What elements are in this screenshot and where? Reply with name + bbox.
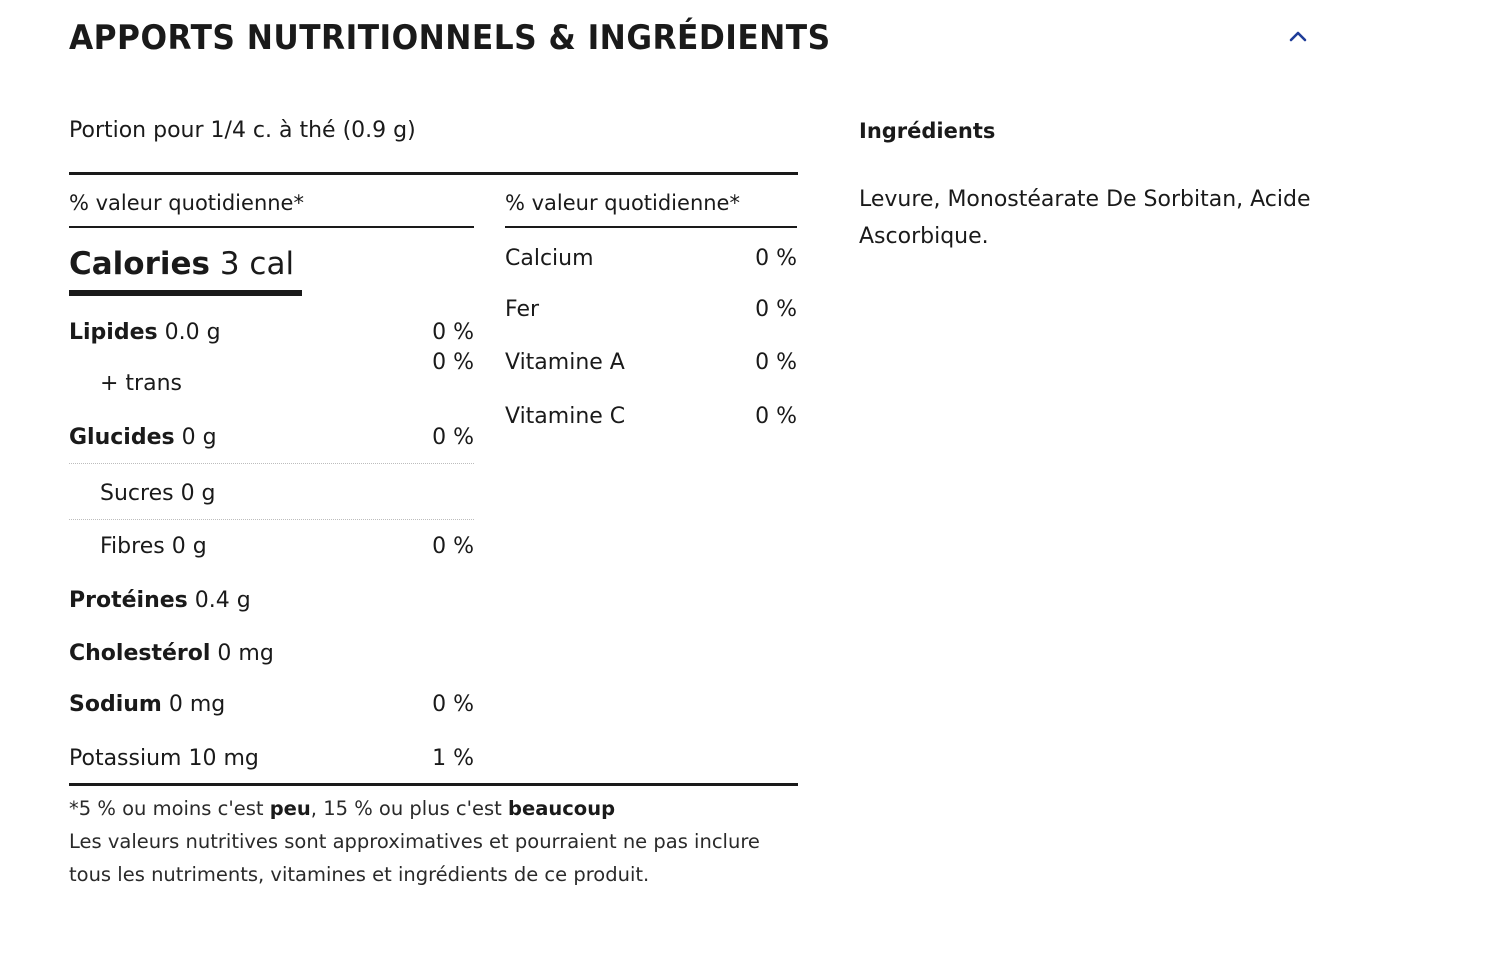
nutrient-row-lipides [69,318,474,348]
mineral-label: Calcium [505,246,594,271]
footnote-disclaimer: Les valeurs nutritives sont approximatives et pourraient ne pas inclure tous les nutriments, vitamines et ingrédients de ce produit. [69,830,760,886]
nutrient-label: Protéines [69,588,188,613]
ingredients-title: Ingrédients [859,119,996,143]
nutrient-label: Potassium [69,746,182,771]
table-bottom-rule [69,783,798,786]
nutrient-label: Sodium [69,692,162,717]
nutrient-amount: 0.0 g [164,320,221,345]
mineral-dv: 0 % [755,350,797,375]
nutrient-row-cholesterol [69,639,474,669]
footnote-scale [69,792,798,825]
footnote-prefix: *5 % ou moins c'est [69,797,270,820]
footnote [69,792,798,891]
collapse-toggle-button[interactable] [1284,22,1312,50]
nutrient-amount: 0 mg [168,692,226,717]
nutrient-dv: 0 % [432,425,474,450]
nutrient-dv: 1 % [432,746,474,771]
serving-size: Portion pour 1/4 c. à thé (0.9 g) [69,118,416,143]
footnote-middle: , 15 % ou plus c'est [310,797,509,820]
nutrient-row-fibres [69,532,474,562]
nutrient-amount: 0 mg [217,641,274,666]
nutrient-row-sodium [69,690,474,720]
mineral-label: Fer [505,297,540,322]
mineral-label: Vitamine A [505,350,625,375]
nutrient-label: + trans [100,371,182,396]
nutrient-amount: 0.4 g [194,588,251,613]
row-divider [69,463,474,464]
nutrient-label: Glucides [69,425,175,450]
nutrient-amount: 0 g [180,481,216,506]
nutrient-amount: 0 g [171,534,207,559]
nutrient-dv: 0 % [432,320,474,345]
ingredients-list: Levure, Monostéarate De Sorbitan, Acide Ascorbique. [859,187,1311,249]
calories-value: 3 cal [219,246,295,282]
daily-value-header: % valeur quotidienne* [505,186,797,228]
mineral-row-fer [505,295,797,325]
chevron-up-icon [1284,22,1312,50]
minerals-column [505,186,797,429]
nutrient-dv: 0 % [432,534,474,559]
nutrient-row-trans [69,369,474,399]
nutrient-row-potassium [69,744,474,774]
row-divider [69,519,474,520]
nutrient-dv-trans: 0 % [432,350,474,375]
table-top-rule [69,172,798,175]
calories-underline [69,290,302,296]
mineral-dv: 0 % [755,246,797,271]
mineral-row-calcium [505,244,797,274]
mineral-label: Vitamine C [505,404,626,429]
nutrients-column [69,186,474,771]
mineral-dv: 0 % [755,404,797,429]
mineral-dv: 0 % [755,297,797,322]
nutrient-amount: 10 mg [188,746,259,771]
nutrient-label: Fibres [100,534,165,559]
nutrient-label: Cholestérol [69,641,211,666]
nutrient-row-sucres [69,479,474,509]
section-title: APPORTS NUTRITIONNELS & INGRÉDIENTS [69,18,831,58]
mineral-row-vitamine-c [505,402,797,432]
nutrient-label: Sucres [100,481,174,506]
footnote-high: beaucoup [508,797,616,820]
calories-row [69,242,294,286]
footnote-low: peu [269,797,311,820]
nutrient-row-proteines [69,586,474,616]
calories-label: Calories [69,246,210,282]
daily-value-header: % valeur quotidienne* [69,186,474,228]
nutrient-label: Lipides [69,320,158,345]
mineral-row-vitamine-a [505,348,797,378]
nutrient-amount: 0 g [181,425,217,450]
nutrient-dv: 0 % [432,692,474,717]
nutrient-row-glucides [69,423,474,453]
